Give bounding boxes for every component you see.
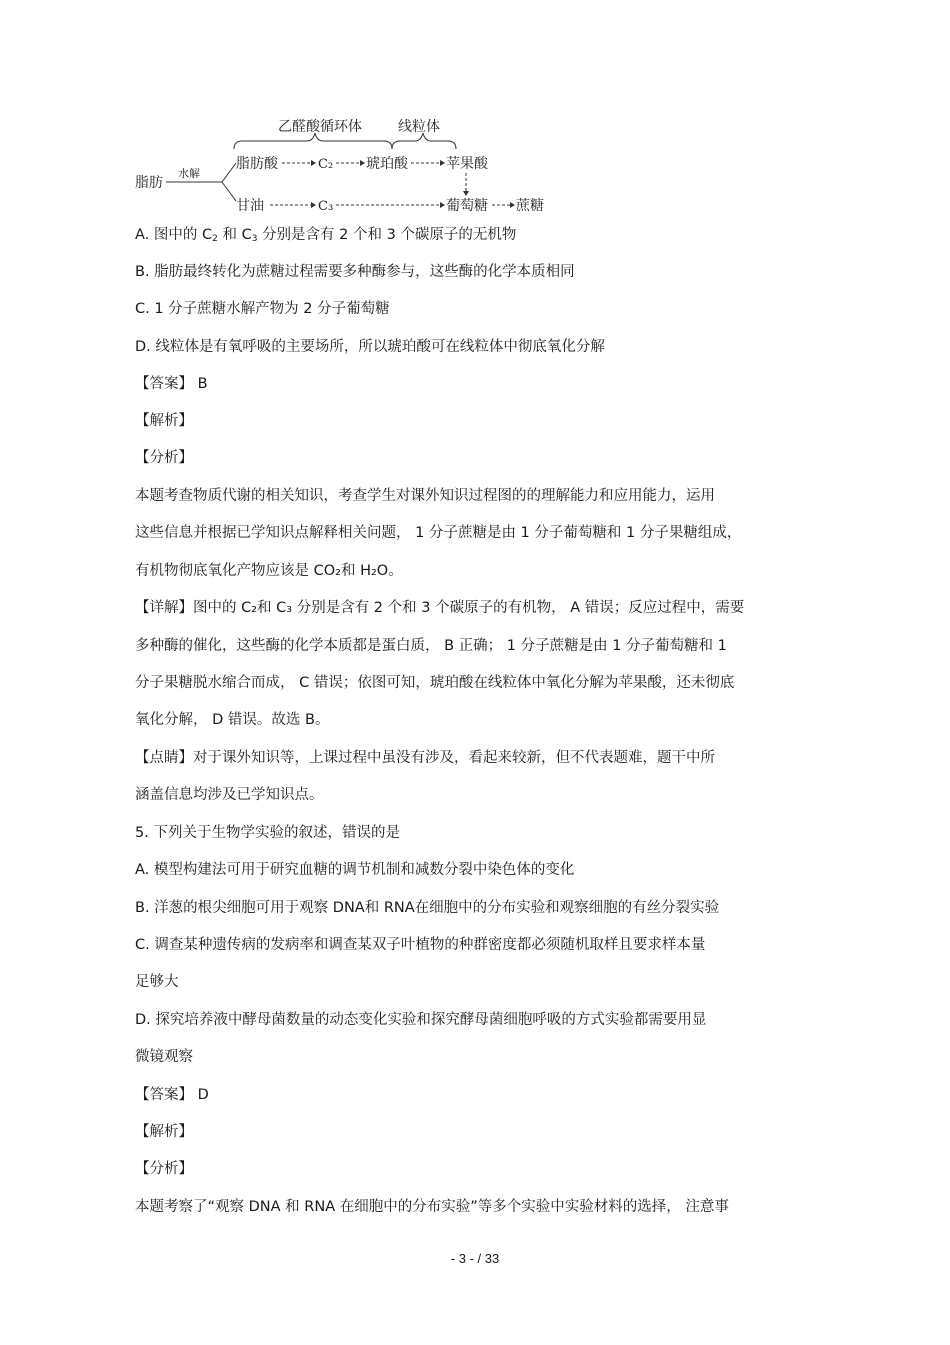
q4-detail-line-3: 分子果糖脱水缩合而成， C 错误；依图可知，琥珀酸在线粒体中氧化分解为苹果酸，还未彻底: [135, 675, 735, 691]
q5-option-a: A. 模型构建法可用于研究血糖的调节机制和减数分裂中染色体的变化: [135, 862, 575, 878]
q4-fenxi-heading: 【分析】: [135, 450, 193, 466]
fat-metabolism-diagram: [130, 115, 560, 215]
q4-detail-line-1: 【详解】图中的 C₂和 C₃ 分别是含有 2 个和 3 个碳原子的有机物， A 错误；反应过程中，需要: [135, 600, 745, 616]
q5-option-c-line-2: 足够大: [135, 974, 179, 990]
arrowhead: [311, 202, 316, 208]
arrowhead: [311, 160, 316, 166]
mitochondria-brace: [392, 133, 456, 149]
branch-up: [222, 163, 236, 182]
q4-analysis-line-3: 有机物彻底氧化产物应该是 CO₂和 H₂O。: [135, 563, 403, 579]
q5-jiexi-heading: 【解析】: [135, 1124, 193, 1140]
q5-option-d-line-1: D. 探究培养液中酵母菌数量的动态变化实验和探究酵母菌细胞呼吸的方式实验都需要用显: [135, 1012, 707, 1028]
q4-detail-line-4: 氧化分解， D 错误。故选 B。: [135, 712, 330, 728]
q4-point-line-2: 涵盖信息均涉及已学知识点。: [135, 787, 324, 803]
q5-option-d-line-2: 微镜观察: [135, 1049, 193, 1065]
malic-node: 苹果酸: [446, 156, 488, 172]
arrowhead: [440, 160, 445, 166]
q5-option-c-line-1: C. 调查某种遗传病的发病率和调查某双子叶植物的种群密度都必须随机取样且要求样本量: [135, 937, 706, 953]
succinic-node: 琥珀酸: [366, 156, 408, 172]
q4-point-line-1: 【点睛】对于课外知识等，上课过程中虽没有涉及，看起来较新，但不代表题难，题干中所: [135, 750, 715, 766]
c3-node: C₃: [318, 199, 334, 214]
page-number: - 3 - / 33: [450, 1251, 500, 1266]
q4-answer: 【答案】 B: [135, 376, 208, 392]
q4-option-d: D. 线粒体是有氧呼吸的主要场所，所以琥珀酸可在线粒体中彻底氧化分解: [135, 339, 605, 355]
arrowhead: [510, 202, 515, 208]
q5-option-b: B. 洋葱的根尖细胞可用于观察 DNA和 RNA在细胞中的分布实验和观察细胞的有丝分裂实验: [135, 900, 720, 916]
glyoxysome-label: 乙醛酸循环体: [278, 119, 362, 135]
q5-fenxi-heading: 【分析】: [135, 1161, 193, 1177]
glyoxysome-brace: [234, 133, 392, 149]
arrowhead: [440, 202, 445, 208]
q4-option-a: A. 图中的 $C_2$ 和 $C_3$ 分别是含有 2 个和 3 个碳原子的无机物: [135, 227, 517, 244]
q4-detail-line-2: 多种酶的催化，这些酶的化学本质都是蛋白质， B 正确； 1 分子蔗糖是由 1 分子葡萄糖和 1: [135, 638, 727, 654]
q4-jiexi-heading: 【解析】: [135, 413, 193, 429]
c2-node: C₂: [318, 157, 334, 172]
q4-option-b: B. 脂肪最终转化为蔗糖过程需要多种酶参与，这些酶的化学本质相同: [135, 264, 575, 280]
glucose-node: 葡萄糖: [446, 198, 488, 214]
fatty-acid-node: 脂肪酸: [236, 156, 278, 172]
mitochondria-label: 线粒体: [398, 119, 440, 135]
glycerol-node: 甘油: [236, 198, 264, 214]
arrowhead: [360, 160, 365, 166]
q5-stem: 5. 下列关于生物学实验的叙述，错误的是: [135, 825, 400, 841]
q5-analysis-line-1: 本题考察了“观察 DNA 和 RNA 在细胞中的分布实验”等多个实验中实验材料的选择， 注意事: [135, 1199, 729, 1215]
sucrose-node: 蔗糖: [516, 198, 544, 214]
q4-analysis-line-2: 这些信息并根据已学知识点解释相关问题， 1 分子蔗糖是由 1 分子葡萄糖和 1 分子果糖组成，: [135, 525, 742, 541]
arrowhead: [463, 191, 469, 196]
q5-answer: 【答案】 D: [135, 1087, 209, 1103]
q4-option-c: C. 1 分子蔗糖水解产物为 2 分子葡萄糖: [135, 301, 390, 317]
hydrolysis-label: 水解: [178, 167, 200, 180]
branch-down: [222, 182, 236, 201]
fat-label: 脂肪: [135, 175, 163, 191]
q4-analysis-line-1: 本题考查物质代谢的相关知识，考查学生对课外知识过程图的的理解能力和应用能力，运用: [135, 488, 715, 504]
